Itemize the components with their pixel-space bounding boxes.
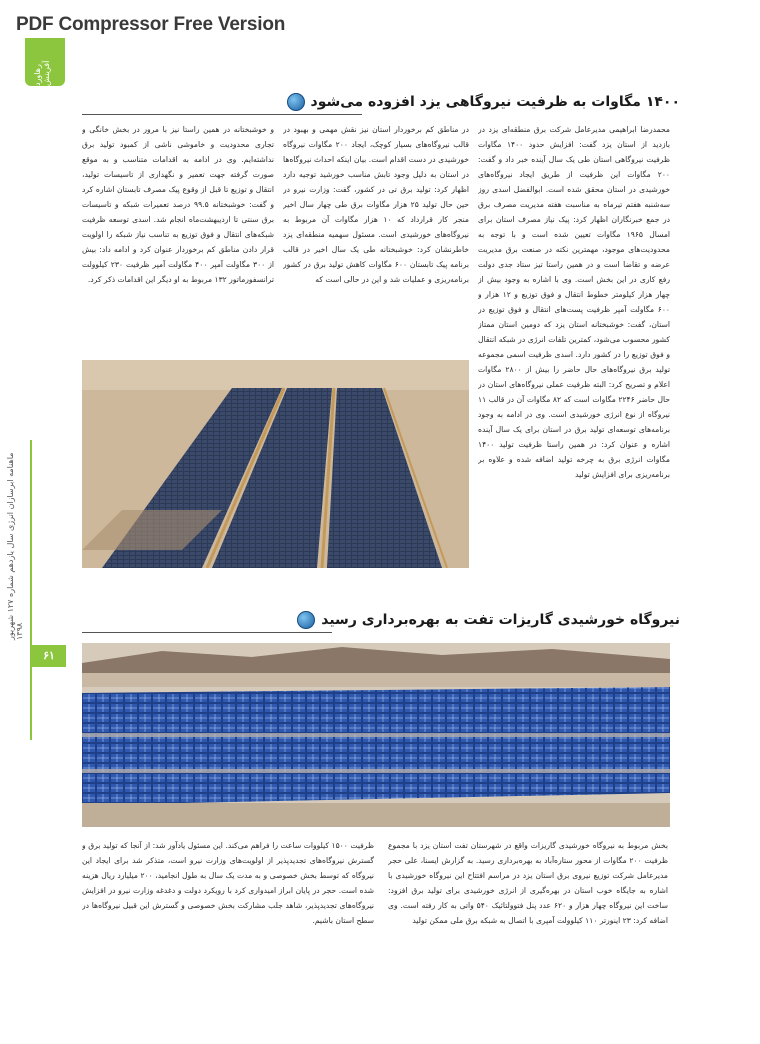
bullet-icon xyxy=(297,611,315,629)
article2-column-right xyxy=(388,838,668,968)
heading-rule xyxy=(82,114,362,115)
garizat-solar-plant-photo xyxy=(82,643,670,827)
article1-text-left: و خوشبختانه در همین راستا نیز با مرور در بخش خانگی و تجاری محدودیت و خاموشی ناشی از کمبود تولید برق نداشته‌ایم. وی در ادامه به اقدامات متناسب و به موقع صورت گرفته جهت تعمیر و نگهداری از تاسیسات تولید، انتقال و توزیع تا قبل از وقوع پیک مصرف تابستان اشاره کرد و گفت: خوشبختانه ۹۹.۵ درصد تعمیرات شبکه و تاسیسات برق سنتی تا اردیبهشت‌ماه انجام شد. اسدی توسعه ظرفیت شبکه‌های انتقال و فوق توزیع به تناسب نیاز شبکه را اولویت قرار دادن مناطق کم برخوردار عنوان کرد و ادامه داد: بیش از ۳۰۰ مگاولت آمپر ۴۰۰ مگاولت آمپر ظرفیت ۲۳۰ کیلوولت ترانسفورماتور ۱۳۲ مربوط به او دیگر این اقدامات ذکر کرد. xyxy=(82,125,274,284)
solar-farm-aerial-image xyxy=(82,360,469,568)
page-number: ۶۱ xyxy=(32,645,66,667)
section-tab xyxy=(25,38,65,86)
article1-text-middle: در مناطق کم برخوردار استان نیز نقش مهمی و بهبود در قالب نیروگاه‌های بسیار کوچک، ایجاد ۲۰۰ مگاوات نیروگاه خورشیدی در دست اقدام است. بیان اینکه احداث نیروگاه‌ها در استان به دلیل وجود تابش مناسب خورشید توجیه دارد اظهار کرد: تولید برق تی در کشور، گفت: وزارت نیرو در حین حال تولید ۲۵ هزار مگاوات برق طی چهار سال اخیر منجر کار قرارداد که ۱۰ هزار مگاوات آن مربوط به نیروگاه‌های خورشیدی است. مسئول سهمیه منطقه‌ای یزد خاطرنشان کرد: خوشبختانه طی یک سال اخیر در قالب برنامه پیک تابستان ۶۰۰ مگاوات کاهش تولید برق در کشور برنامه‌ریزی و عملیات شد و این در حالی است که xyxy=(283,125,469,284)
article2-heading xyxy=(297,606,680,634)
article1-column-right xyxy=(478,122,670,582)
article2-text-right: بخش مربوط به نیروگاه خورشیدی گاریزات واقع در شهرستان تفت استان یزد با مجموع ظرفیت ۲۰۰ مگاوات از محور ستاره‌آباد به بهره‌برداری رسید. به گزارش ایسنا، علی حجر مدیرعامل شرکت توزیع نیروی برق استان یزد در مراسم افتتاح این نیروگاه خورشیدی با اشاره به جایگاه خوب استان در بهره‌گیری از انرژی خورشیدی برای تولید برق افزود: ساخت این نیروگاه چهار هزار و ۶۲۰ عدد پنل فتوولتائیک ۵۴۰ واتی به کار رفته است. وی اضافه کرد: ۲۳ اینورتر ۱۱۰ کیلوولت آمپری با اتصال به شبکه برق ملی ممکن تولید xyxy=(388,841,668,925)
article1-heading xyxy=(287,88,680,116)
side-rule xyxy=(30,440,32,740)
bullet-icon xyxy=(287,93,305,111)
article2-column-left xyxy=(82,838,374,968)
solar-farm-aerial-photo xyxy=(82,360,469,568)
article1-title: ۱۴۰۰ مگاوات به ظرفیت نیروگاهی یزد افزوده می‌شود xyxy=(310,94,680,110)
article1-column-middle xyxy=(283,122,469,350)
heading-rule xyxy=(82,632,332,633)
garizat-solar-plant-image xyxy=(82,643,670,827)
article1-column-left xyxy=(82,122,274,350)
watermark: PDF Compressor Free Version xyxy=(16,14,286,35)
journal-line: ماهنامه ابرسازان انرژی سال یازدهم شماره ۱۲۷ شهریور ۱۳۹۸ xyxy=(6,452,24,640)
section-tab-label: رهاورد آفرینش xyxy=(33,60,51,86)
article1-text-right: محمدرضا ابراهیمی مدیرعامل شرکت برق منطقه‌ای یزد در بازدید از استان یزد گفت: افزایش حدود ۱۴۰۰ مگاوات ظرفیت نیروگاهی استان طی یک سال آینده خبر داد و گفت: ۲۰۰ مگاوات این ظرفیت از طریق ایجاد نیروگاه‌های خورشیدی در استان محقق شده است. ابوالفضل اسدی روز سه‌شنبه هفتم تیرماه به مناسبت هفته مدیریت مصرف برق در جمع خبرنگاران اظهار کرد: پیک نیاز مصرف استان برای امسال ۱۹۶۵ مگاوات تعیین شده است و با توجه به محدودیت‌های موجود، مهمترین نکته در صنعت برق مدیریت عرضه و تقاضا است و در همین راستا تیز ستاد جدی دولت رفع کاری در این بخش است. وی با اشاره به وجود بیش از چهار هزار کیلومتر خطوط انتقال و فوق توزیع و ۱۲ هزار و ۶۰۰ مگاولت آمپر ظرفیت پست‌های انتقال و فوق توزیع در استان، گفت: خوشبختانه استان یزد که دومین استان ممتاز کشور محسوب می‌شود، کمترین تلفات انرژی در شبکه انتقال و فوق توزیع را در کشور دارد. اسدی ظرفیت اسمی مجموعه تولید برق نیروگاه‌های حال حاضر را بیش از ۲۸۰۰ مگاوات اعلام و تصریح کرد: البته ظرفیت عملی نیروگاه‌های استان در حال حاضر ۲۲۴۶ مگاوات است که ۸۲ مگاوات آن در قالب ۱۱ نیروگاه از نوع انرژی خورشیدی است. وی در ادامه به وجود برنامه‌های توسعه‌ای تولید برق در استان برای یک سال آینده اشاره و عنوان کرد: در همین راستا ظرفیت تولید ۱۴۰۰ مگاوات انرژی برق به چرخه تولید اضافه شده و علاوه بر برنامه‌ریزی برای افزایش تولید xyxy=(478,125,670,479)
article2-text-left: ظرفیت ۱۵۰۰ کیلووات ساعت را فراهم می‌کند. این مسئول یادآور شد: از آنجا که تولید برق و گسترش نیروگاه‌های تجدیدپذیر از اولویت‌های وزارت نیرو است، متذکر شد برای ایجاد این نیروگاه که توسط بخش خصوصی و به مدت یک سال به طول انجامید، ۲۰۰ میلیارد ریال هزینه شده است. حجر در پایان ابراز امیدواری کرد با رویکرد دولت و دغدغه وزارت نیرو در افزایش نیروگاه‌های تجدیدپذیر، شاهد جلب مشارکت بخش خصوصی و گسترش این قبیل نیروگاه‌ها در سطح استان باشیم. xyxy=(82,841,374,925)
article2-title: نیروگاه خورشیدی گاریزات تفت به بهره‌برداری رسید xyxy=(321,612,680,628)
